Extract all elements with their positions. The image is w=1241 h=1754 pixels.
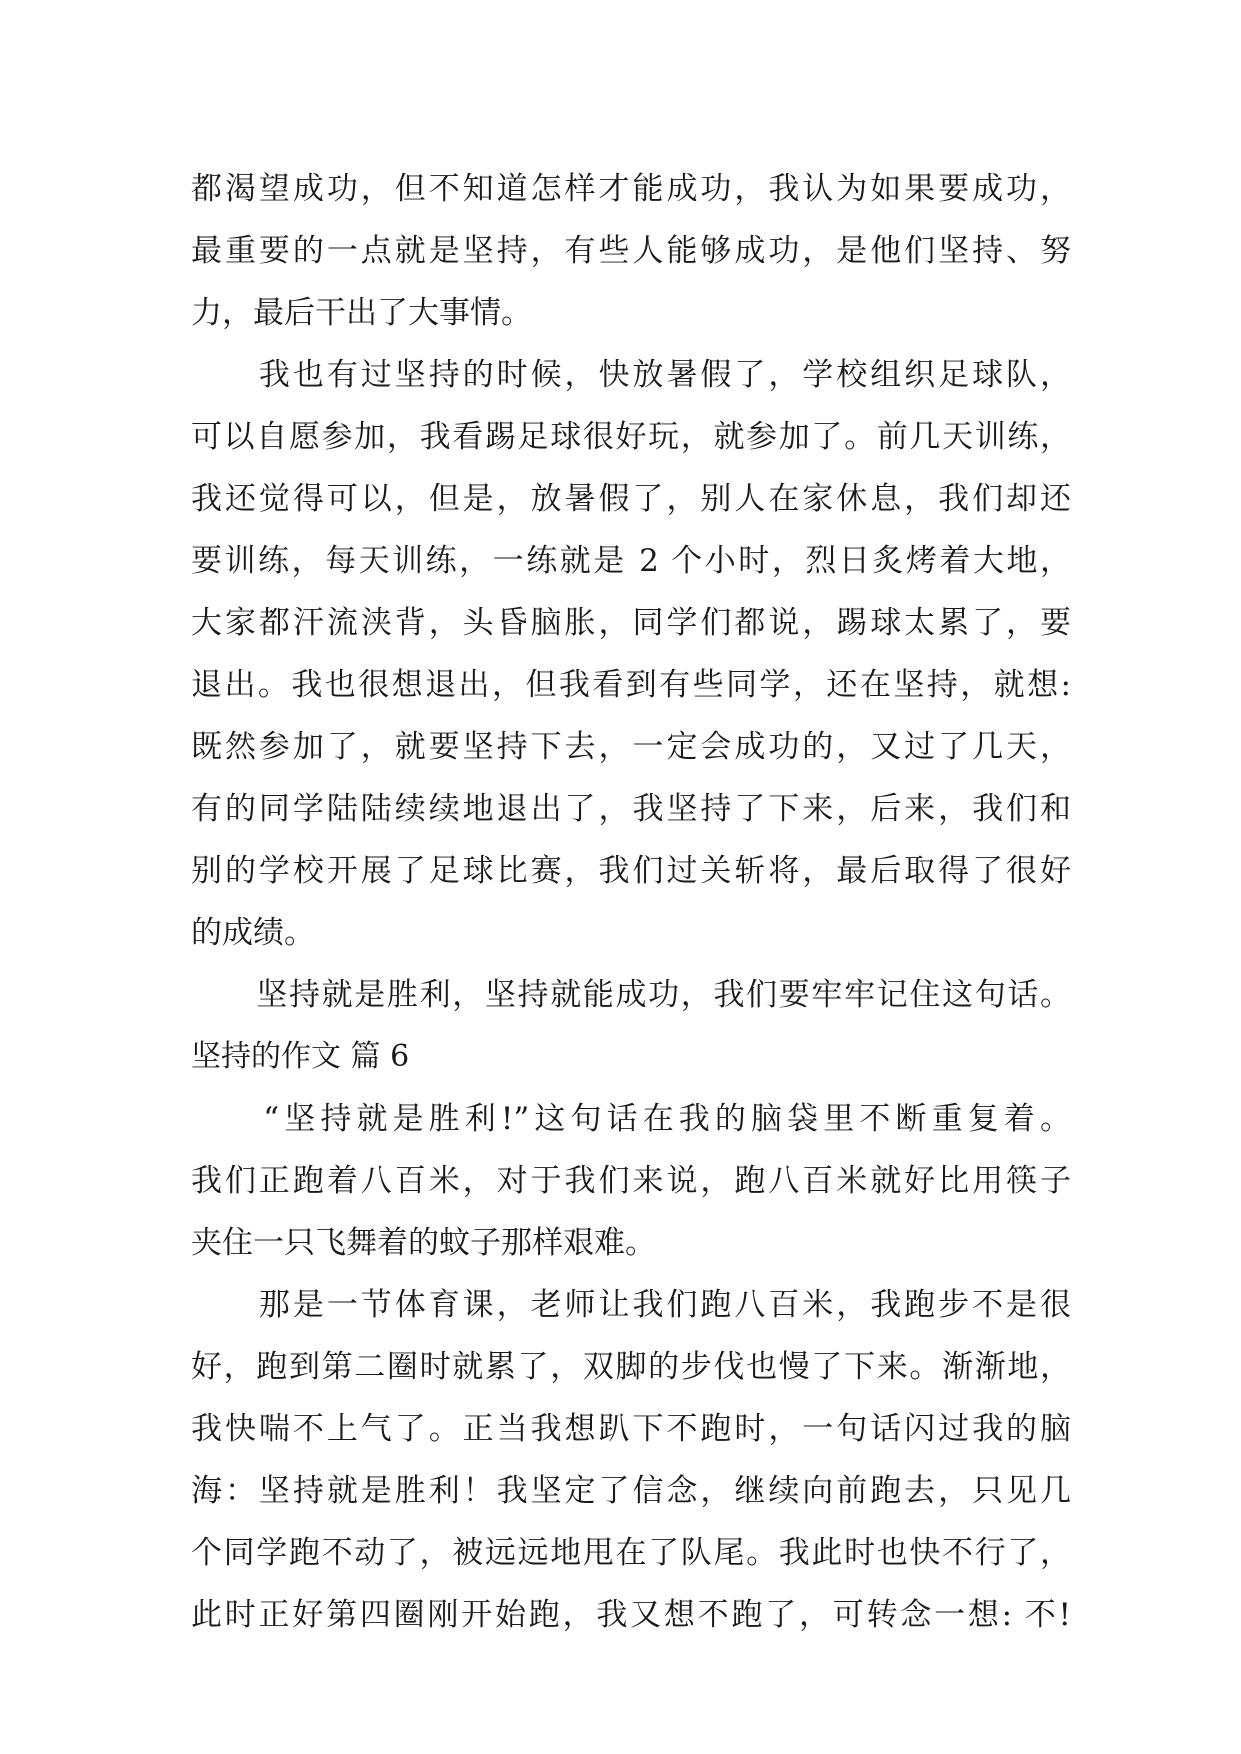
- text-line: 有的同学陆陆续续地退出了，我坚持了下来，后来，我们和: [191, 791, 1071, 827]
- text-line: 坚持就是胜利，坚持就能成功，我们要牢牢记住这句话。: [191, 977, 1071, 1013]
- text-line: 我还觉得可以，但是，放暑假了，别人在家休息，我们却还: [191, 481, 1071, 517]
- text-line: 夹住一只飞舞着的蚊子那样艰难。: [191, 1225, 656, 1261]
- text-line: 好，跑到第二圈时就累了，双脚的步伐也慢了下来。渐渐地，: [191, 1349, 1071, 1385]
- text-line: 的成绩。: [191, 915, 315, 951]
- text-line: 可以自愿参加，我看踢足球很好玩，就参加了。前几天训练，: [191, 419, 1071, 455]
- section-heading: 坚持的作文 篇 6: [191, 1039, 410, 1074]
- text-line: 大家都汗流浃背，头昏脑胀，同学们都说，踢球太累了，要: [191, 605, 1071, 641]
- text-line: 都渴望成功，但不知道怎样才能成功，我认为如果要成功，: [191, 171, 1071, 207]
- essay-body: [191, 158, 1071, 1646]
- text-line: 我们正跑着八百米，对于我们来说，跑八百米就好比用筷子: [191, 1163, 1071, 1199]
- text-line: 最重要的一点就是坚持，有些人能够成功，是他们坚持、努: [191, 233, 1071, 269]
- text-line: 力，最后干出了大事情。: [191, 295, 532, 331]
- text-line: 那是一节体育课，老师让我们跑八百米，我跑步不是很: [191, 1287, 1071, 1323]
- text-line: 此时正好第四圈刚开始跑，我又想不跑了，可转念一想: 不!: [191, 1597, 1071, 1633]
- text-line: 既然参加了，就要坚持下去，一定会成功的，又过了几天，: [191, 729, 1071, 765]
- text-line: 海：坚持就是胜利！我坚定了信念，继续向前跑去，只见几: [191, 1473, 1071, 1509]
- text-line: 别的学校开展了足球比赛，我们过关斩将，最后取得了很好: [191, 853, 1071, 889]
- text-line: 我也有过坚持的时候，快放暑假了，学校组织足球队，: [191, 357, 1071, 393]
- text-line: 退出。我也很想退出，但我看到有些同学，还在坚持，就想:: [191, 667, 1071, 703]
- text-line: 个同学跑不动了，被远远地甩在了队尾。我此时也快不行了，: [191, 1535, 1071, 1571]
- text-line: 我快喘不上气了。正当我想趴下不跑时，一句话闪过我的脑: [191, 1411, 1071, 1447]
- text-line: “坚持就是胜利!”这句话在我的脑袋里不断重复着。: [191, 1101, 1071, 1137]
- text-line: 要训练，每天训练，一练就是 2 个小时，烈日炙烤着大地，: [191, 543, 1071, 579]
